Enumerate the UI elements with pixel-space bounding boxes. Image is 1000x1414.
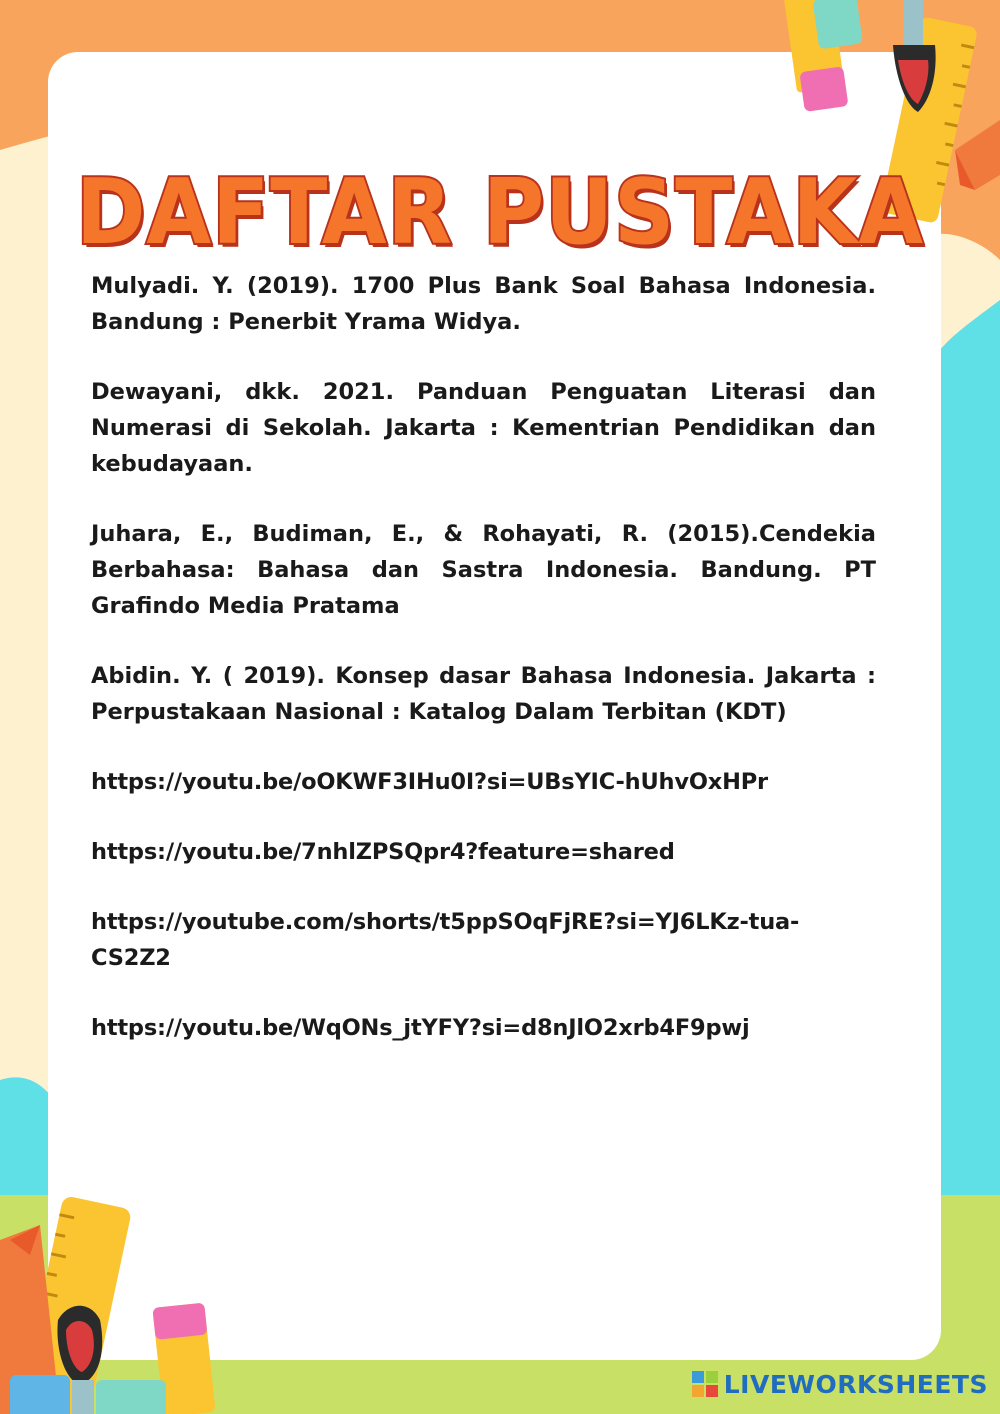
reference-link[interactable]: https://youtube.com/shorts/t5ppSOqFjRE?si=YJ6LKz-tua-CS2Z2	[91, 909, 800, 971]
liveworksheets-brand[interactable]	[692, 1364, 988, 1404]
page-title: DAFTAR PUSTAKA	[75, 160, 925, 266]
reference-list	[91, 268, 876, 1080]
reference-link[interactable]: https://youtu.be/7nhlZPSQpr4?feature=shared	[91, 839, 675, 865]
reference-item: Dewayani, dkk. 2021. Panduan Penguatan Literasi dan Numerasi di Sekolah. Jakarta : Kementrian Pendidikan dan kebudayaan.	[91, 379, 876, 477]
reference-link[interactable]: https://youtu.be/WqONs_jtYFY?si=d8nJlO2xrb4F9pwj	[91, 1015, 750, 1041]
reference-link[interactable]: https://youtu.be/oOKWF3IHu0I?si=UBsYIC-hUhvOxHPr	[91, 769, 768, 795]
brand-label: LIVEWORKSHEETS	[723, 1369, 988, 1399]
reference-item: Abidin. Y. ( 2019). Konsep dasar Bahasa Indonesia. Jakarta : Perpustakaan Nasional : Katalog Dalam Terbitan (KDT)	[91, 663, 876, 725]
reference-item: Juhara, E., Budiman, E., & Rohayati, R. (2015).Cendekia Berbahasa: Bahasa dan Sastra Indonesia. Bandung. PT Grafindo Media Pratama	[91, 521, 876, 619]
reference-item: Mulyadi. Y. (2019). 1700 Plus Bank Soal Bahasa Indonesia. Bandung : Penerbit Yrama Widya.	[91, 273, 876, 335]
liveworksheets-logo-icon	[692, 1371, 718, 1397]
